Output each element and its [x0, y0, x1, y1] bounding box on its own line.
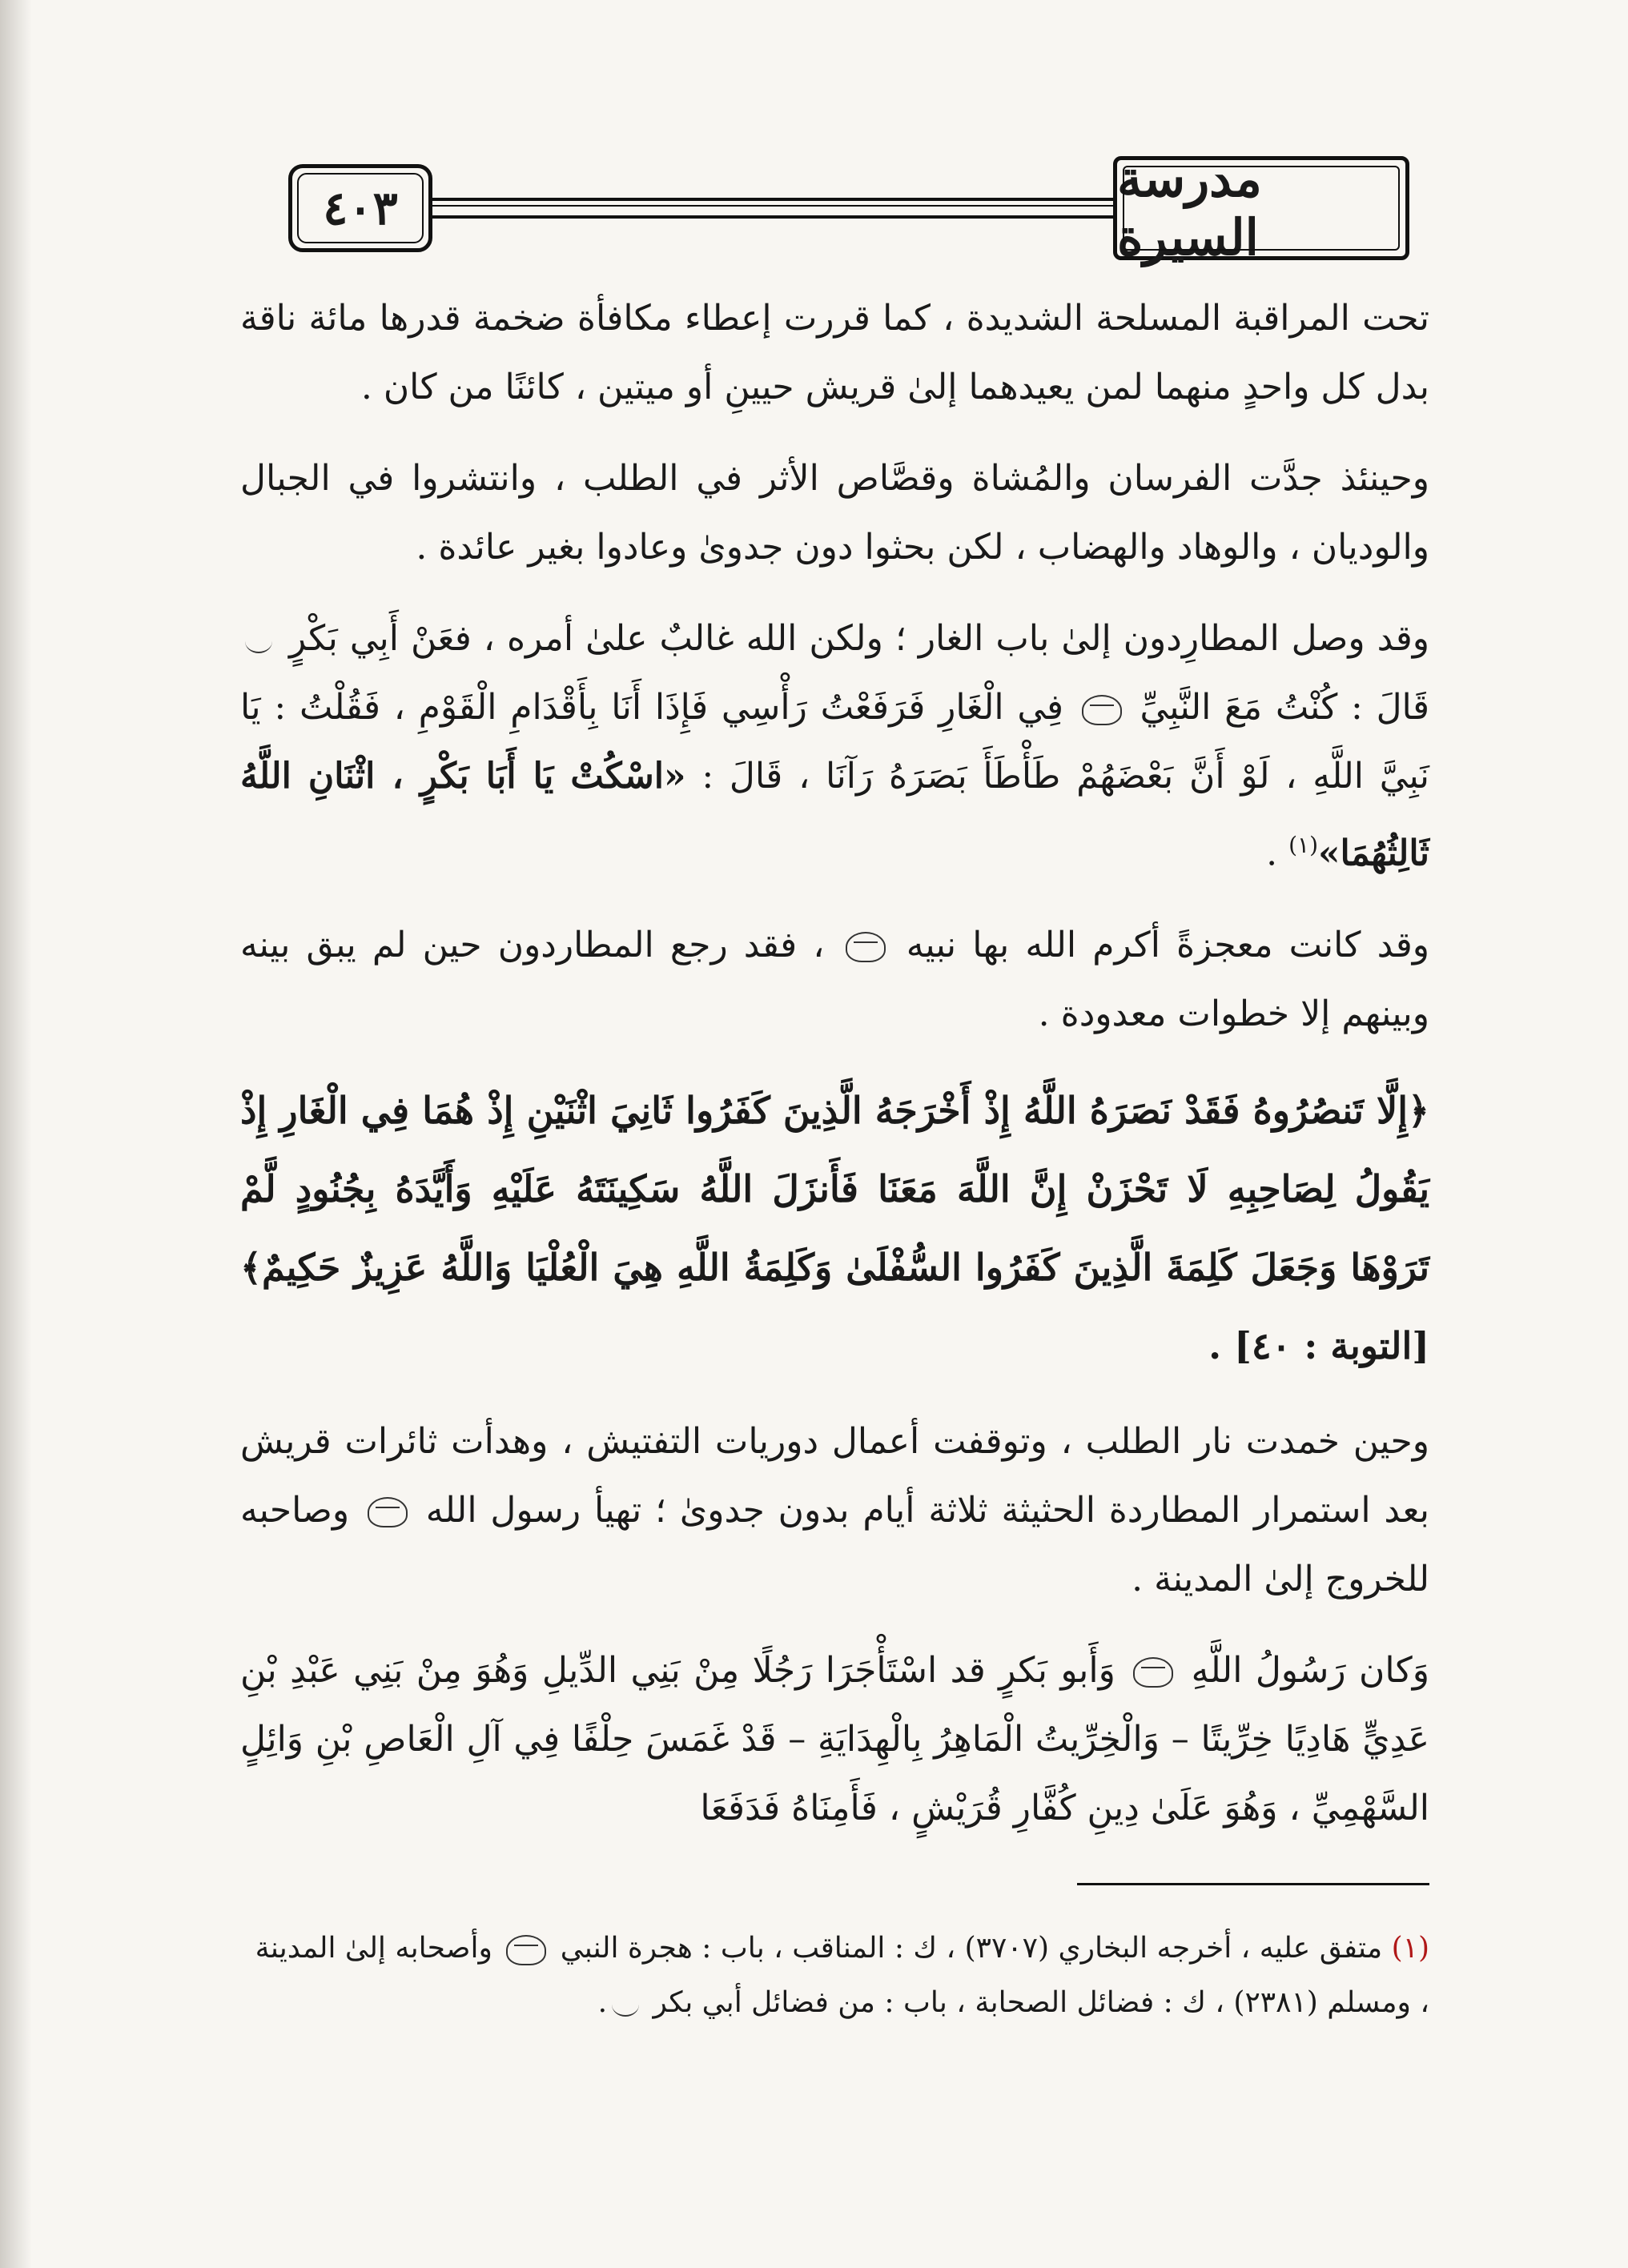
radiallah-icon [245, 629, 272, 653]
series-title: مدرسة السيرة [1113, 156, 1409, 260]
footnote-text-a: متفق عليه ، أخرجه البخاري (٣٧٠٧) ، ك : المناقب ، باب : هجرة النبي [560, 1932, 1383, 1965]
paragraph-6-a: وَكان رَسُولُ اللَّهِ [1191, 1649, 1429, 1691]
paragraph-3 [240, 604, 1429, 889]
quran-verse: ﴿إِلَّا تَنصُرُوهُ فَقَدْ نَصَرَهُ اللَّهُ إِذْ أَخْرَجَهُ الَّذِينَ كَفَرُوا ثَانِيَ اثْنَيْنِ إِذْ هُمَا فِي الْغَارِ إِذْ يَقُولُ لِصَاحِبِهِ لَا تَحْزَنْ إِنَّ اللَّهَ مَعَنَا فَأَنزَلَ اللَّهُ سَكِينَتَهُ عَلَيْهِ وَأَيَّدَهُ بِجُنُودٍ لَّمْ تَرَوْهَا وَجَعَلَ كَلِمَةَ الَّذِينَ كَفَرُوا السُّفْلَىٰ وَكَلِمَةُ اللَّهِ هِيَ الْعُلْيَا وَاللَّهُ عَزِيزٌ حَكِيمٌ﴾ [240, 1088, 1429, 1289]
radiallah-icon [612, 1993, 639, 2017]
paragraph-4-b: ، فقد رجع المطاردون حين لم يبق بينه وبينهم إلا خطوات معدودة . [240, 924, 1429, 1034]
footnote-reference[interactable]: (١) [1288, 832, 1319, 858]
page-number: ٤٠٣ [288, 164, 432, 252]
paragraph-5-a: وحين خمدت نار الطلب ، وتوقفت أعمال دوريات التفتيش ، وهدأت ثائرات قريش بعد استمرار المطاردة الحثيثة ثلاثة أيام بدون جدوىٰ ؛ تهيأ رسول الله [240, 1420, 1429, 1531]
paragraph-3-mid2: فِي الْغَارِ فَرَفَعْتُ رَأْسِي فَإِذَا أَنَا بِأَقْدَامِ الْقَوْمِ ، فَقُلْتُ : يَا نَبِيَّ اللَّهِ ، لَوْ أَنَّ بَعْضَهُمْ طَأْطَأَ بَصَرَهُ رَآنَا ، قَالَ : [240, 687, 1429, 797]
main-text [240, 284, 1429, 1865]
paragraph-3-end: . [1266, 833, 1289, 874]
salawat-icon [1082, 695, 1122, 725]
salawat-icon [846, 932, 886, 962]
paragraph-3-intro: وقد وصل المطارِدون إلىٰ باب الغار ؛ ولكن الله غالبٌ علىٰ أمره ، فعَنْ أَبِي بَكْرٍ [289, 618, 1429, 659]
paragraph-5-b: وصاحبه للخروج إلىٰ المدينة . [240, 1489, 1429, 1600]
footnote-divider [1077, 1883, 1429, 1885]
footnote-text-b: وأصحابه إلىٰ المدينة ، ومسلم (٢٣٨١) ، ك : فضائل الصحابة ، باب : من فضائل أبي بكر [255, 1932, 1429, 2019]
salawat-icon [368, 1497, 408, 1527]
footnote-text-c: . [597, 1986, 608, 2019]
paragraph-4 [240, 911, 1429, 1049]
header-rule [400, 198, 1217, 219]
quran-verse-block [240, 1071, 1429, 1385]
footnote-number: (١) [1391, 1932, 1429, 1965]
paragraph-3-mid1: قَالَ : كُنْتُ مَعَ النَّبِيِّ [1140, 687, 1429, 728]
paragraph-6-b: وَأَبو بَكرٍ قد اسْتَأْجَرَا رَجُلًا مِنْ بَنِي الدِّيلِ وَهُوَ مِنْ بَنِي عَبْدِ بْنِ عَدِيٍّ هَادِيًا خِرِّيتًا – وَالْخِرِّيتُ الْمَاهِرُ بِالْهِدَايَةِ – قَدْ غَمَسَ حِلْفًا فِي آلِ الْعَاصِ بْنِ وَائِلٍ السَّهْمِيِّ ، وَهُوَ عَلَىٰ دِينِ كُفَّارِ قُرَيْشٍ ، فَأَمِنَاهُ فَدَفَعَا [240, 1649, 1429, 1828]
paragraph-2: وحينئذ جدَّت الفرسان والمُشاة وقصَّاص الأثر في الطلب ، وانتشروا في الجبال والوديان ، والوهاد والهضاب ، لكن بحثوا دون جدوىٰ وعادوا بغير عائدة . [240, 458, 1429, 568]
hadith-quote: «اسْكُتْ يَا أَبَا بَكْرٍ ، اثْنَانِ اللَّهُ ثَالِثُهُمَا» [240, 756, 1429, 874]
footnotes [240, 1921, 1429, 2030]
paragraph-5 [240, 1407, 1429, 1614]
quran-citation: [التوبة : ٤٠] . [1208, 1323, 1429, 1367]
paragraph-1: تحت المراقبة المسلحة الشديدة ، كما قررت إعطاء مكافأة ضخمة قدرها مائة ناقة بدل كل واحدٍ منهما لمن يعيدهما إلىٰ قريش حيينِ أو ميتين ، كائنًا من كان . [240, 298, 1429, 407]
salawat-icon [1133, 1657, 1173, 1688]
page-header [240, 148, 1441, 268]
paragraph-6 [240, 1636, 1429, 1843]
salawat-icon [506, 1935, 546, 1965]
paragraph-4-a: وقد كانت معجزةً أكرم الله بها نبيه [906, 924, 1429, 965]
